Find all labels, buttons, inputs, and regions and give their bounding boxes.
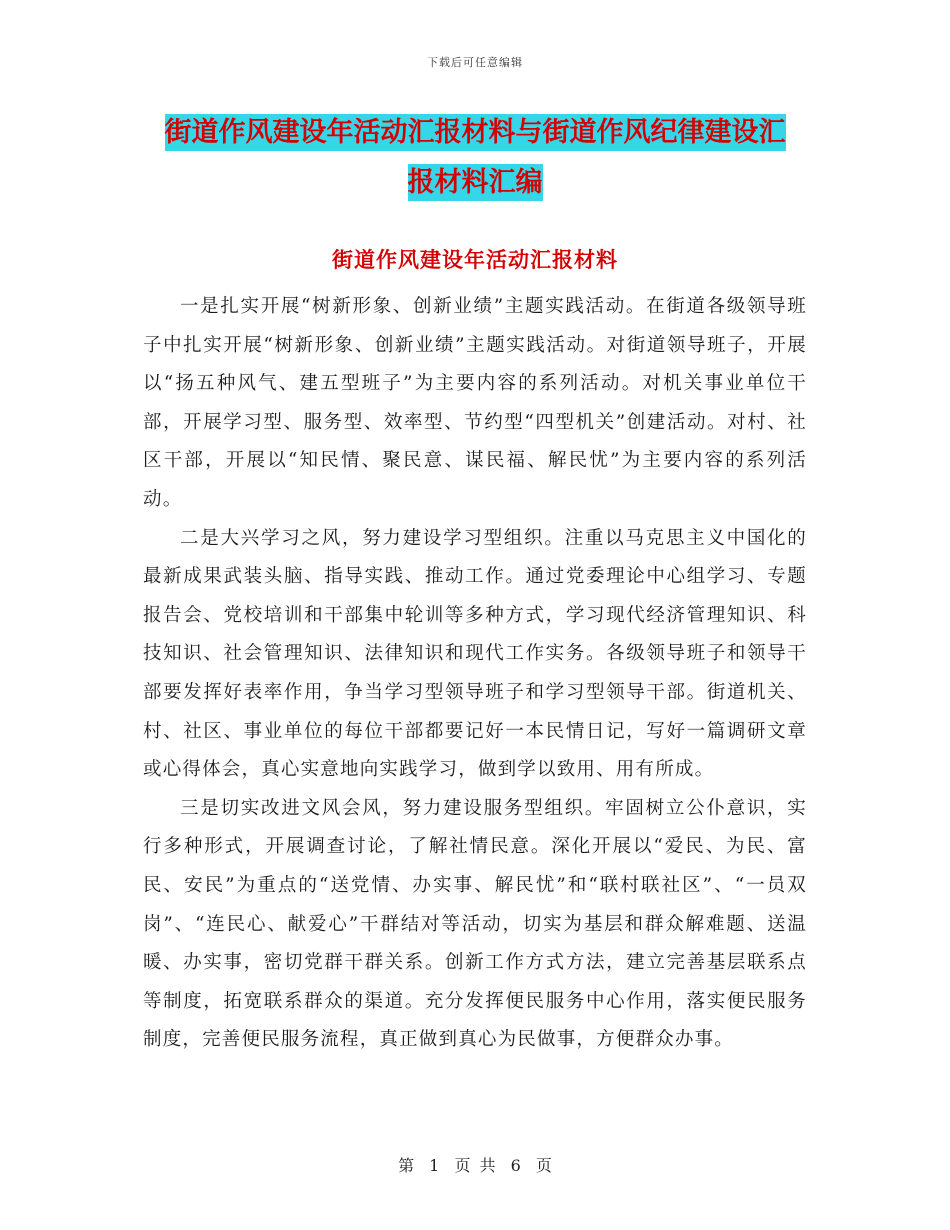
- document-title-line-2: 报材料汇编: [408, 164, 543, 201]
- footer-page-number: 1: [429, 1156, 440, 1175]
- paragraph-3: 三是切实改进文风会风，努力建设服务型组织。牢固树立公仆意识，实行多种形式，开展调查讨论，了解社情民意。深化开展以“爱民、为民、富民、安民”为重点的“送党情、办实事、解民忧”和“联村联社区”、“一员双岗”、“连民心、献爱心”干群结对等活动，切实为基层和群众解难题、送温暖、办实事，密切党群干群关系。创新工作方式方法，建立完善基层联系点等制度，拓宽联系群众的渠道。充分发挥便民服务中心作用，落实便民服务制度，完善便民服务流程，真正做到真心为民做事，方便群众办事。: [143, 797, 807, 1051]
- paragraph-2: 二是大兴学习之风，努力建设学习型组织。注重以马克思主义中国化的最新成果武装头脑、指导实践、推动工作。通过党委理论中心组学习、专题报告会、党校培训和干部集中轮训等多种方式，学习现代经济管理知识、科技知识、社会管理知识、法律知识和现代工作实务。各级领导班子和领导干部要发挥好表率作用，争当学习型领导班子和学习型领导干部。街道机关、村、社区、事业单位的每位干部都要记好一本民情日记，写好一篇调研文章或心得体会，真心实意地向实践学习，做到学以致用、用有所成。: [143, 527, 807, 781]
- document-title-line-1: 街道作风建设年活动汇报材料与街道作风纪律建设汇: [165, 114, 786, 151]
- footer-middle: 页 共: [454, 1156, 496, 1175]
- paragraph-1: 一是扎实开展“树新形象、创新业绩”主题实践活动。在街道各级领导班子中扎实开展“树新形象、创新业绩”主题实践活动。对街道领导班子，开展以“扬五种风气、建五型班子”为主要内容的系列活动。对机关事业单位干部，开展学习型、服务型、效率型、节约型“四型机关”创建活动。对村、社区干部，开展以“知民情、聚民意、谋民福、解民忧”为主要内容的系列活动。: [143, 296, 807, 510]
- document-title: [140, 108, 810, 208]
- page-footer: [0, 1153, 950, 1176]
- footer-suffix: 页: [535, 1156, 552, 1175]
- header-note: 下载后可任意编辑: [427, 56, 523, 69]
- section-title: 街道作风建设年活动汇报材料: [332, 248, 618, 272]
- footer-total-pages: 6: [510, 1156, 521, 1175]
- footer-prefix: 第: [398, 1156, 415, 1175]
- body-text: [143, 288, 807, 1060]
